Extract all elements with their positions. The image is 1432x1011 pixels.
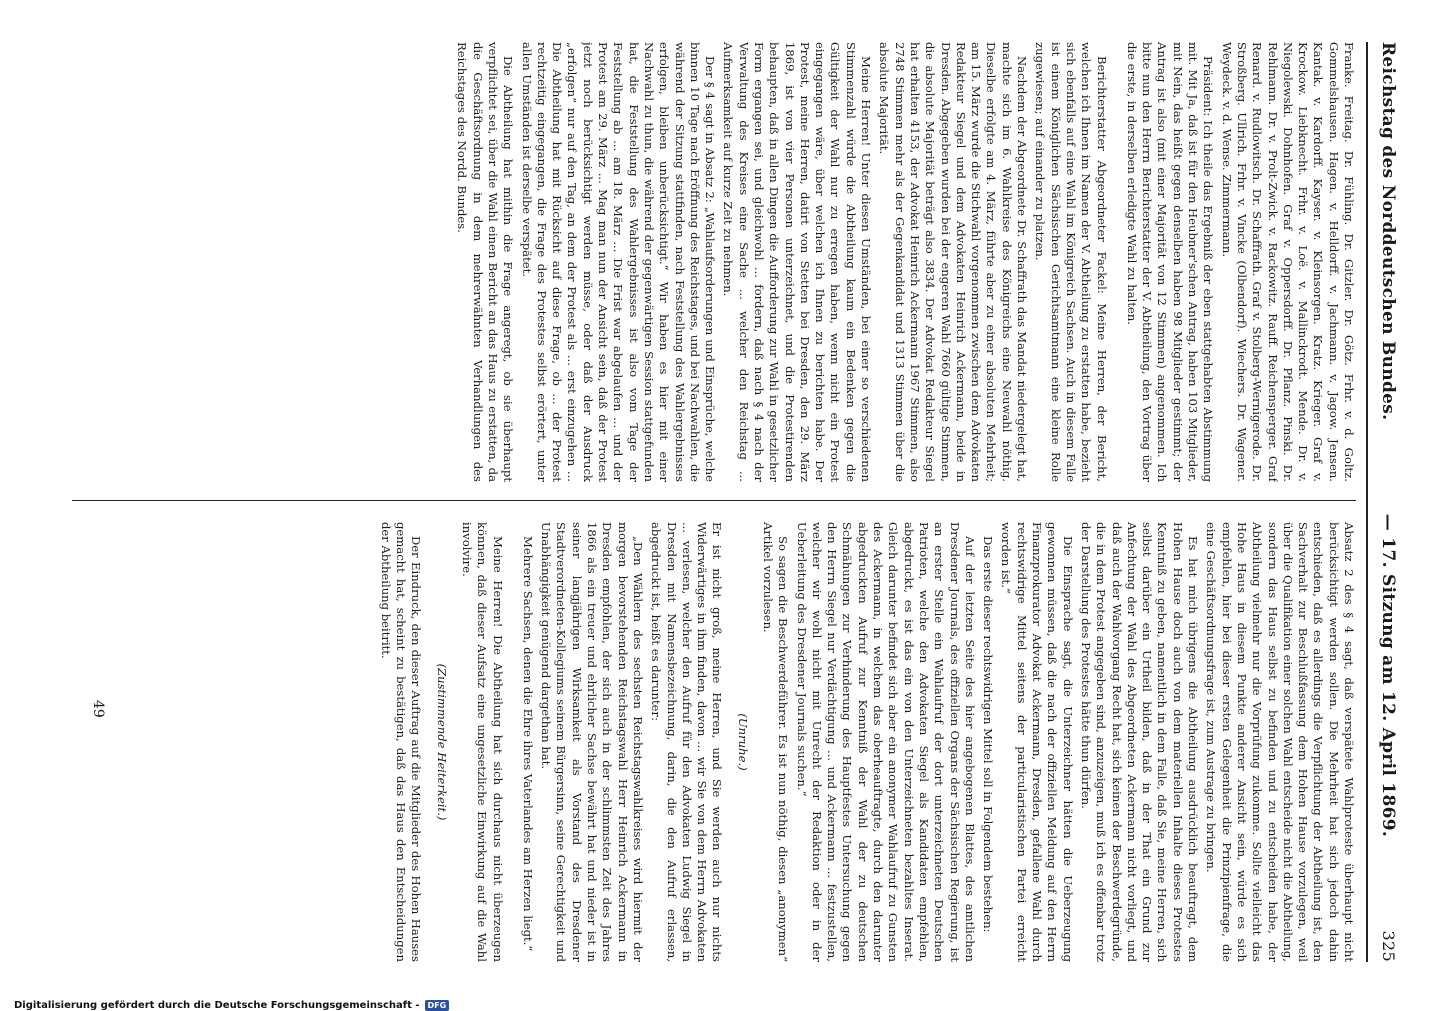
paragraph-protest: Meine Herren! Unter diesen Umständen, bei einer so verschiedenen Stimmenzahl würde die Abtheilung kaum ein Bedenken gegen die Gültigkeit der Wahl nur zu erregen haben, wenn nicht ein Protest eingegangen wäre, über welchen ich Ihnen zu berichten habe. Der Protest, meine Herren, datirt von Stetten bei Dresden, den 29. März 1869, ist von vier Personen unterzeichnet, und die Protestirenden behaupten, daß in allen Dingen die Aufforderung zur Wahl in gesetzlicher Form ergangen sei, und gleichwohl ... fordern, daß nach § 4 nach der Verwaltung des Kreises eine Sache ... welcher den Reichstag ... Aufmerksamkeit auf kurze Zeit zu nehmen. — [721, 42, 874, 482]
paragraph-objection: Die Einsprache sagt, die Unterzeichner hätten die Ueberzeugung gewonnen müssen, daß die nach der offiziellen Meldung auf den Herrn Finanzprokurator Advokat Ackermann, Dresden, gefallene Wahl durch rechtswidrige Mittel seitens der particularistischen Partei erreicht worden ist.“ — [999, 522, 1075, 962]
paragraph-president-announcement: Präsident: Ich theile das Ergebniß der eben stattgehabten Abstimmung mit. Mit Ja, daß ist für den Heubner'schen Antrag, haben 103 Mitglieder, mit Nein, das heißt gegen denselben haben 98 Mitglieder gestimmt; der Antrag ist also (mit einer Majorität von 12 Stimmen) angenommen. Ich bitte nun den Herrn Berichterstatter der V. Abtheilung, den Vortrag über die erste, in derselben erledigte Wahl zu halten. — [1124, 42, 1216, 482]
running-head — [1372, 42, 1398, 962]
page-number: 325 — [1379, 930, 1398, 962]
paragraph-quoted-appeal: „Den Wählern des sechsten Reichstagswahlkreises wird hiermit der morgen bevorstehenden Reichstagswahl Herr Heinrich Ackermann in Dresden empfohlen, der sich auch in der schlimmsten Zeit des Jahres 1866 als ein treuer und ehrlicher Sachse bewährt hat und nieder ist in seiner langjährigen Wirksamkeit als Vorstand des Dresdener Stadtverordneten-Kollegiums seinem Bürgersinn, seine Gerechtigkeit und Unabhängigkeit genügend dargethan hat. — [539, 522, 645, 962]
digitization-note-text: Digitalisierung gefördert durch die Deutsche Forschungsgemeinschaft - — [14, 1000, 420, 1011]
right-column — [72, 522, 1356, 962]
column-rule — [72, 500, 1356, 501]
spacer — [505, 522, 517, 962]
paragraph-impression: Der Eindruck, den dieser Auftrag auf die Mitglieder des Hohen Hauses gemacht hat, scheint zu bestätigen, daß das Haus den Entscheidungen der Abtheilung beitritt. — [378, 522, 424, 962]
paragraph-late-protests: Absatz 2 des § 4 sagt, daß verspätete Wahlproteste überhaupt nicht berücksichtigt werden sollen. Die Mehrheit hat sich jedoch dahin entschieden, daß es allerdings die Verpflichtung der Abtheilung ist, den Sachverhalt zur Beschlußfassung dem Hohen Hause vorzulegen, weil über die Qualifikation einer solchen Wahl entscheide nicht die Abtheilung, sondern das Haus selbst zu befinden und zu entscheiden habe, der Abtheilung vielmehr nur die Vorprüfung zukomme. Sollte vielleicht das Hohe Haus in diesem Punkte anderer Ansicht sein, würde es sich empfehlen, hier bei dieser ersten Gelegenheit die Prinzipienfrage, die eine Geschäftsordnungsfrage ist, zum Austrage zu bringen. — [1204, 522, 1356, 962]
paragraph-rapporteur-intro: Berichterstatter Abgeordneter Fackel: Meine Herren, der Bericht, welchen ich Ihnen im Namen der V. Abtheilung zu erstatten habe, bezieht sich ebenfalls auf eine Wahl im Königreich Sachsen. Auch in diesem Falle ist einem Königlichen Sächsischen Gerichtsamtmann eine kleine Rolle zugewiesen; auf einander zu platzen. — [1033, 42, 1109, 482]
paragraph-material-content: Es hat mich übrigens die Abtheilung ausdrücklich beauftragt, dem Hohen Hause doch auch von dem materiellen Inhalte dieses Protestes Kenntniß zu geben, namentlich in dem Falle, daß Sie, meine Herren, sich selbst darüber ein Urtheil bilden, daß in der That ein Grund zur Anfechtung der Wahl des Abgeordneten Ackermann nicht vorliegt, und daß auch der Wahlvorgang Recht hat, sich keinen der Beschwerdegründe, die in dem Protest angegeben sind, anzuzeigen, muß ich es offenbar trotz der Darstellung des Protestes hätte thun dürfen. — [1078, 522, 1201, 962]
digitization-note — [14, 1000, 449, 1011]
member-names-list: Franke. Freitag. Dr. Fühling. Dr. Gitzler. Dr. Götz. Frhr. v. d. Goltz. Gommelshausen. Hagen. v. Helldorff. v. Jachmann. v. Jagow. Jensen. Kantak. v. Kardorff. Kayser. v. Kleinsorgen. Kratz. Krieger. Graf v. Krockow. Liebknecht. Frhr. v. Loë. v. Mallinckrodt. Mende. Dr. v. Niegolewski. Dohnhofen. Graf v. Oppersdorff. Dr. Pflanz. Pinski. Dr. Rehlmann. Dr. v. Prolt-Zwick. v. Rackowitz. Rauff. Reichensperger. Graf Renard. v. Rudlowitsch. Dr. Schaffrath. Graf v. Stolberg-Wernigerode. Dr. Stroßberg. Ullrich. Frhr. v. Vincke (Olbendorf). Wiechers. Dr. Wagener. Weydeck. v. d. Wense. Zimmermann. — [1219, 42, 1356, 482]
spacer — [1109, 42, 1121, 482]
signature-number: 49 — [90, 700, 106, 718]
paragraph-department-conclusion: Meine Herren! Die Abtheilung hat sich durchaus nicht überzeugen können, daß dieser Aufsatz eine ungesetzliche Einwirkung auf die Wahl involvire. — [459, 522, 505, 962]
paragraph-complainants: So sagen die Beschwerdeführer. Es ist nun nöthig, diesen „anonymen“ Artikel vorzulesen. — [761, 522, 791, 962]
paragraph-department-question: Die Abtheilung hat mithin die Frage angeregt, ob sie überhaupt verpflichtet sei, über die Wahl einen Bericht an das Haus zu erstatten, da die Geschäftsordnung in dem mehrerwähnten Verhandlungen des Reichstages des Nordd. Bundes. — [455, 42, 516, 482]
running-head-center: — 17. Sitzung am 12. April 1869. — [1378, 513, 1398, 838]
paragraph-dresden-journal: Auf der letzten Seite des hier angebogenen Blattes, des amtlichen Dresdener Journals, des offiziellen Organs der Sächsischen Regierung, ist an erster Stelle ein Wahlaufruf der dort unterzeichneten Deutschen Patrioten, welche den Advokaten Siegel als Kandidaten empfehlen, abgedruckt, es ist das ein von den Unterzeichneten bezahltes Inserat. Gleich darunter befindet sich aber ein anonymer Wahlaufruf zu Gunsten des Ackermann, in welchem das oberheauftragte, durch den darunter abgedruckten Aufruf zur Kenntniß der Wahl der zu deutschen Schmähungen zur Verhinderung des Hauptfestes Untersuchung gegen den Herrn Siegel nur Verdächtigung ... und Ackermann ... festzustellen, welcher wir wohl nicht mit Unrecht der Redaktion oder in der Ueberleitung des Dresdener Journals suchen.“ — [794, 522, 977, 962]
paragraph-first-means: Das erste dieser rechtswidrigen Mittel soll in Folgendem bestehen: — [981, 536, 996, 933]
interjection-unrest: (Unruhe.) — [735, 713, 750, 771]
paragraph-paragraph-4: Der § 4 sagt in Absatz 2: „Wahlaufsorderungen und Einsprüche, welche binnen 10 Tage nach Eröffnung des Reichstages, und bei Nachwahlen, die während der Sitzung stattfinden, nach Feststellung des Wahlergebnisses erfolgen, bleiben unberücksichtigt.“ Wir haben es hier mit einer Nachwahl zu thun, die während der gegenwärtigen Session stattgefunden hat, die Feststellung des Wahlergebnisses ist also vom Tage der Feststellung ab ... am 18. März ... Die Frist war abgelaufen ... und der Protest am 29. März ... Mag man nun der Ansicht sein, daß der Protest jetzt noch berücksichtigt werden müsse, oder daß der Ausdruck „erfolgen“ nur auf den Tag, an dem der Protest als ... erst einzugehen ... Die Abtheilung hat mit Rücksicht auf diese Frage, ob ... der Protest rechtzeitig eingegangen, die Frage des Protestes selbst erörtert, unter allen Umständen ist derselbe verspätet. — [519, 42, 718, 482]
paragraph-signatories: Mehrere Sachsen, denen die Ehre ihres Vaterlandes am Herzen liegt.“ — [520, 536, 535, 952]
paragraph-article-intro: Er ist nicht groß, meine Herren, und Sie werden auch nur nichts Widerwärtiges in ihm finden, davon ... wir Sie von dem Herrn Advokaten ... verlesen, welcher den Aufruf für den Advokaten Ludwig Siegel in Dresden mit Namensbezeichnung, darin, die den Aufruf erlassen, abgedruckt ist, heißt es darunter: — [649, 522, 725, 962]
paragraph-election-results: Nachdem der Abgeordnete Dr. Schaffrath das Mandat niedergelegt hat, machte sich im 6. Wahlkreise des Königreichs eine Neuwahl nöthig. Dieselbe erfolgte am 4. März, führte aber zu einer absoluten Mehrheit; am 15. März wurde die Stichwahl vorgenommen zwischen dem Advokaten Redakteur Siegel und dem Advokaten Heinrich Ackermann, beide in Dresden. Abgegeben wurden bei der engeren Wahl 7660 gültige Stimmen, die absolute Majorität beträgt also 3834. Der Advokat Redakteur Siegel hat erhalten 4153, der Advokat Heinrich Ackermann 1967 Stimmen, also 2748 Stimmen mehr als der Gegenkandidat und 1313 Stimmen über die absolute Majorität. — [877, 42, 1030, 482]
running-head-left: Reichstag des Norddeutschen Bundes. — [1378, 42, 1398, 421]
interjection-laughter: (Zustimmende Heiterkeit.) — [434, 663, 449, 821]
dfg-logo: DFG — [425, 1000, 450, 1011]
left-column — [72, 42, 1356, 482]
header-rule — [1366, 42, 1368, 962]
